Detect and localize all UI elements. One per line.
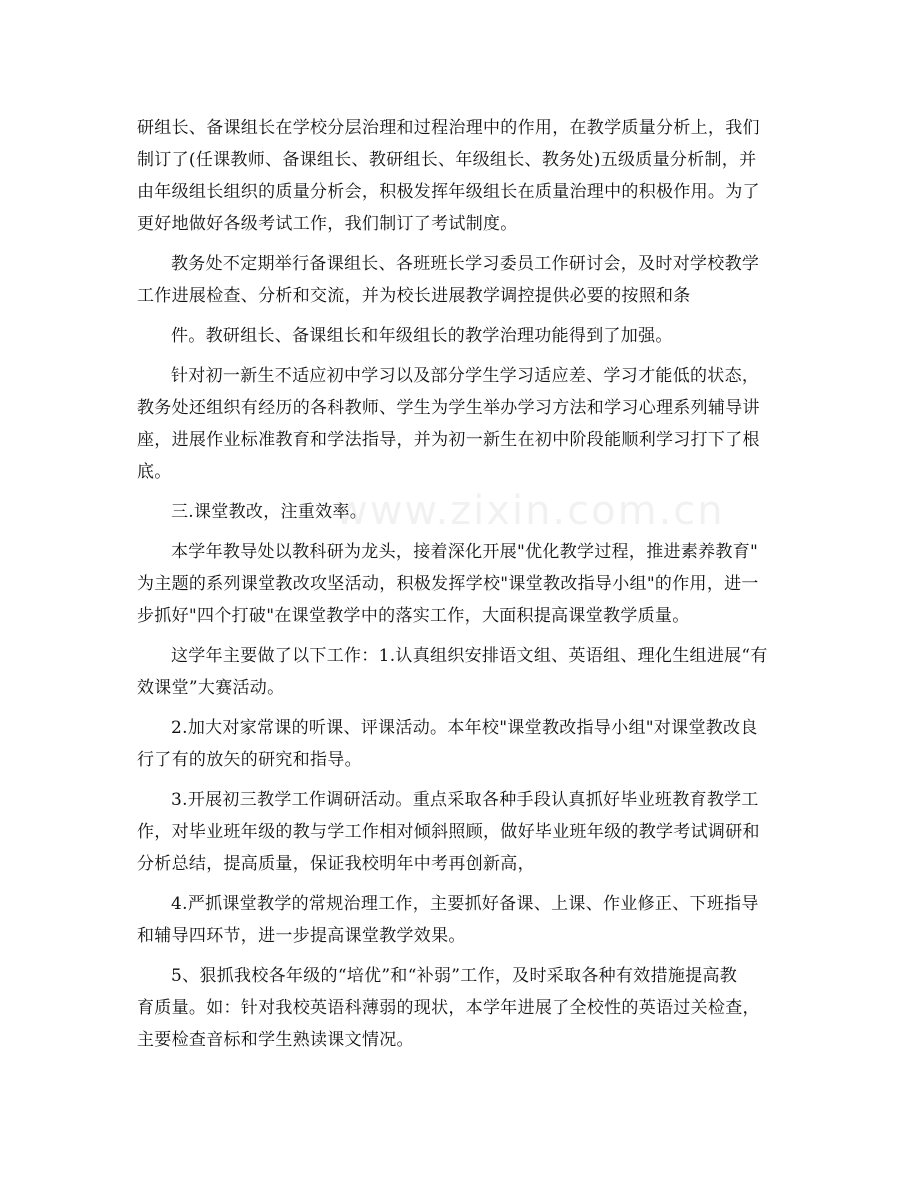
paragraph-8 bbox=[137, 784, 789, 880]
section-heading bbox=[137, 496, 789, 528]
text-line: 底。 bbox=[137, 462, 172, 482]
text-line: 3.开展初三教学工作调研活动。重点采取各种手段认真抓好毕业班教育教学工 bbox=[171, 790, 759, 810]
paragraph-3 bbox=[137, 320, 789, 352]
paragraph-1 bbox=[137, 112, 789, 240]
paragraph-10 bbox=[137, 960, 789, 1056]
text-line: 育质量。如：针对我校英语科薄弱的现状，本学年进展了全校性的英语过关检查， bbox=[137, 998, 760, 1018]
paragraph-9 bbox=[137, 888, 789, 952]
text-line: 针对初一新生不适应初中学习以及部分学生学习适应差、学习才能低的状态， bbox=[171, 366, 760, 386]
paragraph-6 bbox=[137, 640, 789, 704]
document-body bbox=[137, 112, 789, 1064]
text-line: 更好地做好各级考试工作，我们制订了考试制度。 bbox=[137, 214, 518, 234]
text-line: 步抓好"四个打破"在课堂教学中的落实工作，大面积提高课堂教学质量。 bbox=[137, 606, 690, 626]
text-line: 4.严抓课堂教学的常规治理工作，主要抓好备课、上课、作业修正、下班指导 bbox=[171, 894, 759, 914]
text-line: 教务处不定期举行备课组长、各班班长学习委员工作研讨会，及时对学校教学 bbox=[171, 254, 760, 274]
watermark-text: www.zixin.com.cn bbox=[335, 488, 725, 534]
text-line: 行了有的放矢的研究和指导。 bbox=[137, 750, 362, 770]
paragraph-7 bbox=[137, 712, 789, 776]
text-line: 主要检查音标和学生熟读课文情况。 bbox=[137, 1030, 414, 1050]
text-line: 作，对毕业班年级的教与学工作相对倾斜照顾，做好毕业班年级的教学考试调研和 bbox=[137, 822, 760, 842]
text-line: 2.加大对家常课的听课、评课活动。本年校"课堂教改指导小组"对课堂教改良 bbox=[171, 718, 758, 738]
text-line: 座，进展作业标准教育和学法指导，并为初一新生在初中阶段能顺利学习打下了根 bbox=[137, 430, 760, 450]
text-line: 这学年主要做了以下工作：1.认真组织安排语文组、英语组、理化生组进展“有 bbox=[171, 646, 768, 666]
text-line: 制订了(任课教师、备课组长、教研组长、年级组长、教务处)五级质量分析制，并 bbox=[137, 150, 757, 170]
text-line: 效课堂”大赛活动。 bbox=[137, 678, 285, 698]
text-line: 工作进展检查、分析和交流，并为校长进展教学调控提供必要的按照和条 bbox=[137, 286, 691, 306]
paragraph-4 bbox=[137, 360, 789, 488]
text-line: 由年级组长组织的质量分析会，积极发挥年级组长在质量治理中的积极作用。为了 bbox=[137, 182, 760, 202]
text-line: 和辅导四环节，进一步提高课堂教学效果。 bbox=[137, 926, 466, 946]
text-line: 5、狠抓我校各年级的“培优”和“补弱”工作，及时采取各种有效措施提高教 bbox=[171, 966, 738, 986]
heading-text: 三.课堂教改，注重效率。 bbox=[171, 502, 368, 522]
paragraph-5 bbox=[137, 536, 789, 632]
text-line: 本学年教导处以教科研为龙头，接着深化开展"优化教学过程，推进素养教育" bbox=[171, 542, 759, 562]
text-line: 件。教研组长、备课组长和年级组长的教学治理功能得到了加强。 bbox=[171, 326, 673, 346]
text-line: 分析总结，提高质量，保证我校明年中考再创新高， bbox=[137, 854, 535, 874]
text-line: 为主题的系列课堂教改攻坚活动，积极发挥学校"课堂教改指导小组"的作用，进一 bbox=[137, 574, 759, 594]
text-line: 教务处还组织有经历的各科教师、学生为学生举办学习方法和学习心理系列辅导讲 bbox=[137, 398, 760, 418]
paragraph-2 bbox=[137, 248, 789, 312]
text-line: 研组长、备课组长在学校分层治理和过程治理中的作用，在教学质量分析上，我们 bbox=[137, 118, 760, 138]
